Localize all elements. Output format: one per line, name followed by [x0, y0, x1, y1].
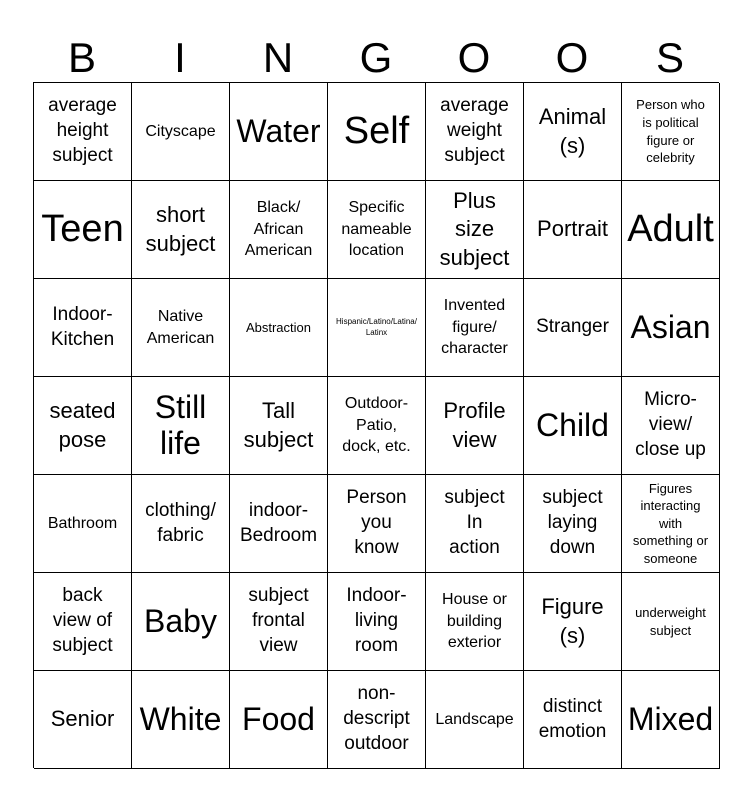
bingo-cell[interactable]: Hispanic/Latino/Latina/ Latinx [328, 279, 426, 377]
bingo-cell[interactable]: Still life [132, 377, 230, 475]
bingo-cell[interactable]: Person who is political figure or celebrity [622, 83, 720, 181]
bingo-cell[interactable]: Bathroom [34, 475, 132, 573]
bingo-cell[interactable]: Cityscape [132, 83, 230, 181]
header-letter-g: G [359, 34, 393, 81]
bingo-cell[interactable]: Specific nameable location [328, 181, 426, 279]
bingo-cell[interactable]: Asian [622, 279, 720, 377]
bingo-cell[interactable]: Food [230, 671, 328, 769]
bingo-cell[interactable]: Person you know [328, 475, 426, 573]
bingo-cell[interactable]: back view of subject [34, 573, 132, 671]
bingo-cell[interactable]: Indoor- living room [328, 573, 426, 671]
bingo-cell[interactable]: Baby [132, 573, 230, 671]
header-letter-b: B [67, 34, 96, 81]
bingo-cell[interactable]: Indoor- Kitchen [34, 279, 132, 377]
bingo-cell[interactable]: Child [524, 377, 622, 475]
bingo-cell[interactable]: Teen [34, 181, 132, 279]
bingo-cell[interactable]: short subject [132, 181, 230, 279]
bingo-cell[interactable]: subject In action [426, 475, 524, 573]
bingo-cell[interactable]: Invented figure/ character [426, 279, 524, 377]
bingo-cell[interactable]: Figure (s) [524, 573, 622, 671]
header-letter-o-2: O [555, 34, 589, 81]
bingo-header [33, 34, 719, 82]
bingo-cell[interactable]: distinct emotion [524, 671, 622, 769]
bingo-cell[interactable]: Profile view [426, 377, 524, 475]
bingo-cell[interactable]: Water [230, 83, 328, 181]
bingo-cell[interactable]: Outdoor- Patio, dock, etc. [328, 377, 426, 475]
bingo-cell[interactable]: Self [328, 83, 426, 181]
bingo-cell[interactable]: subject frontal view [230, 573, 328, 671]
bingo-cell[interactable]: Figures interacting with something or someone [622, 475, 720, 573]
bingo-cell[interactable]: White [132, 671, 230, 769]
bingo-cell[interactable]: Portrait [524, 181, 622, 279]
bingo-cell[interactable]: Stranger [524, 279, 622, 377]
header-letter-s: S [655, 34, 684, 81]
bingo-cell[interactable]: Landscape [426, 671, 524, 769]
bingo-cell[interactable]: House or building exterior [426, 573, 524, 671]
bingo-cell[interactable]: non- descript outdoor [328, 671, 426, 769]
bingo-cell[interactable]: Mixed [622, 671, 720, 769]
bingo-cell[interactable]: Micro- view/ close up [622, 377, 720, 475]
bingo-cell[interactable]: average height subject [34, 83, 132, 181]
bingo-cell[interactable]: underweight subject [622, 573, 720, 671]
header-letter-o: O [457, 34, 491, 81]
bingo-cell[interactable]: Senior [34, 671, 132, 769]
bingo-board [33, 82, 719, 768]
bingo-cell[interactable]: Black/ African American [230, 181, 328, 279]
bingo-cell[interactable]: Animal (s) [524, 83, 622, 181]
bingo-cell[interactable]: Abstraction [230, 279, 328, 377]
bingo-cell[interactable]: clothing/ fabric [132, 475, 230, 573]
header-letter-n: N [262, 34, 294, 81]
bingo-cell[interactable]: seated pose [34, 377, 132, 475]
bingo-cell[interactable]: Plus size subject [426, 181, 524, 279]
bingo-cell[interactable]: Native American [132, 279, 230, 377]
bingo-cell[interactable]: subject laying down [524, 475, 622, 573]
bingo-cell[interactable]: Tall subject [230, 377, 328, 475]
bingo-cell[interactable]: average weight subject [426, 83, 524, 181]
bingo-cell[interactable]: Adult [622, 181, 720, 279]
bingo-cell[interactable]: indoor- Bedroom [230, 475, 328, 573]
header-letter-i: I [174, 34, 186, 81]
